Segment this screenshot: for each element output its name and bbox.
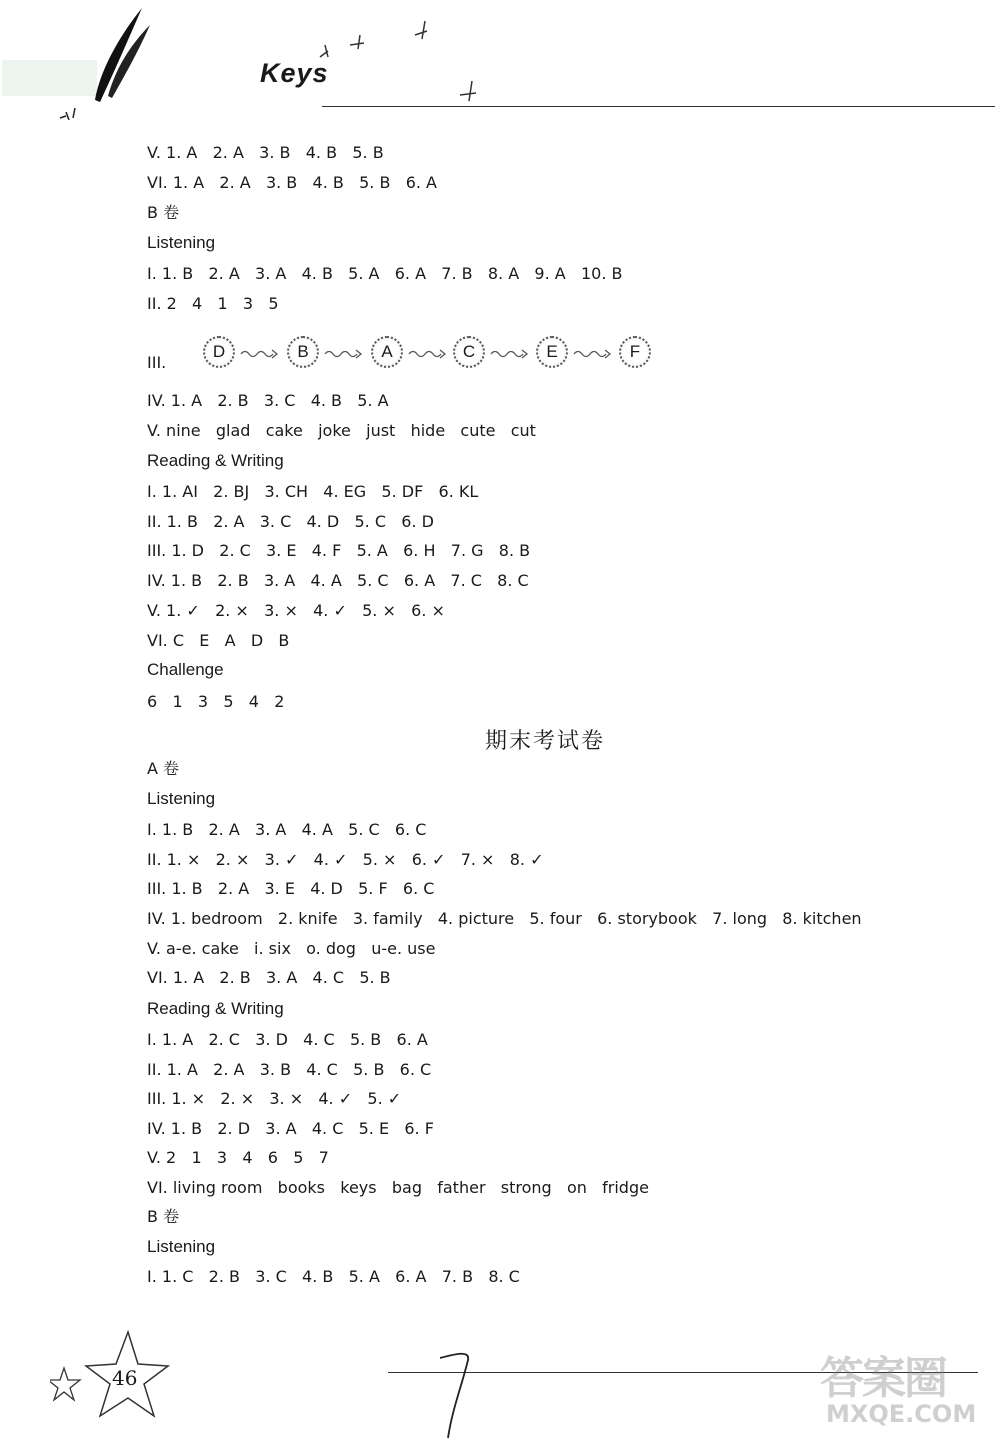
answer-line: I. 1. C 2. B 3. C 4. B 5. A 6. A 7. B 8. C [147,1267,520,1286]
section-heading: Challenge [147,660,224,679]
header-divider [322,106,995,107]
answer-line: III. 1. × 2. × 3. × 4. ✓ 5. ✓ [147,1089,402,1108]
sequence-letter: E [536,336,568,368]
answer-line: IV. 1. A 2. B 3. C 4. B 5. A [147,391,389,410]
answer-line: II. 2 4 1 3 5 [147,294,279,313]
answer-line: IV. 1. bedroom 2. knife 3. family 4. picture 5. four 6. storybook 7. long 8. kitchen [147,909,862,928]
section-heading: Listening [147,1237,216,1256]
answer-line: I. 1. B 2. A 3. A 4. A 5. C 6. C [147,820,427,839]
wavy-arrow-icon [239,346,279,362]
answer-line: IV. 1. B 2. B 3. A 4. A 5. C 6. A 7. C 8. C [147,571,529,590]
section-heading: Reading & Writing [147,451,284,470]
sequence-label: III. [147,353,167,372]
wavy-arrow-icon [572,346,612,362]
answer-line: B 卷 [147,1207,180,1226]
answer-line: 6 1 3 5 4 2 [147,692,285,711]
answer-line: II. 1. B 2. A 3. C 4. D 5. C 6. D [147,512,434,531]
answer-line: VI. 1. A 2. A 3. B 4. B 5. B 6. A [147,173,437,192]
wavy-arrow-icon [489,346,529,362]
page-header [0,0,1000,130]
section-heading: Listening [147,789,216,808]
answer-line: II. 1. A 2. A 3. B 4. C 5. B 6. C [147,1060,432,1079]
answer-line: VI. C E A D B [147,631,290,650]
answer-line: III. 1. D 2. C 3. E 4. F 5. A 6. H 7. G 8. B [147,541,531,560]
watermark-logo [820,1342,995,1437]
answer-line: A 卷 [147,759,180,778]
answer-line: I. 1. A 2. C 3. D 4. C 5. B 6. A [147,1030,428,1049]
answer-line: V. 2 1 3 4 6 5 7 [147,1148,329,1167]
answer-line: V. nine glad cake joke just hide cute cut [147,421,536,440]
answer-line: V. 1. A 2. A 3. B 4. B 5. B [147,143,384,162]
answer-line: V. a-e. cake i. six o. dog u-e. use [147,939,436,958]
sequence-letter: D [203,336,235,368]
answer-line: I. 1. AI 2. BJ 3. CH 4. EG 5. DF 6. KL [147,482,479,501]
page-number: 46 [112,1366,138,1390]
section-heading: Listening [147,233,216,252]
final-exam-title: 期末考试卷 [484,729,605,754]
sequence-letter: F [619,336,651,368]
page-title: Keys [260,58,329,88]
answer-line: VI. 1. A 2. B 3. A 4. C 5. B [147,968,391,987]
pen-stroke-decoration-icon [430,1350,480,1440]
sequence-letter: A [371,336,403,368]
sequence-letter: B [287,336,319,368]
wavy-arrow-icon [323,346,363,362]
feather-decoration-icon [0,0,160,130]
sequence-letter: C [453,336,485,368]
answer-line: B 卷 [147,203,180,222]
answer-line: I. 1. B 2. A 3. A 4. B 5. A 6. A 7. B 8. A 9. A 10. B [147,264,623,283]
answer-line: IV. 1. B 2. D 3. A 4. C 5. E 6. F [147,1119,434,1138]
answer-line: V. 1. ✓ 2. × 3. × 4. ✓ 5. × 6. × [147,601,445,620]
star-decoration-icon [50,1328,170,1423]
answer-line: III. 1. B 2. A 3. E 4. D 5. F 6. C [147,879,435,898]
watermark-en: MXQE.COM [826,1400,977,1428]
section-heading: Reading & Writing [147,999,284,1018]
watermark-cn: 答案圈 [820,1353,946,1404]
answer-line: II. 1. × 2. × 3. ✓ 4. ✓ 5. × 6. ✓ 7. × 8. ✓ [147,850,544,869]
answer-line: VI. living room books keys bag father strong on fridge [147,1178,649,1197]
wavy-arrow-icon [407,346,447,362]
page-footer [0,1320,1000,1441]
